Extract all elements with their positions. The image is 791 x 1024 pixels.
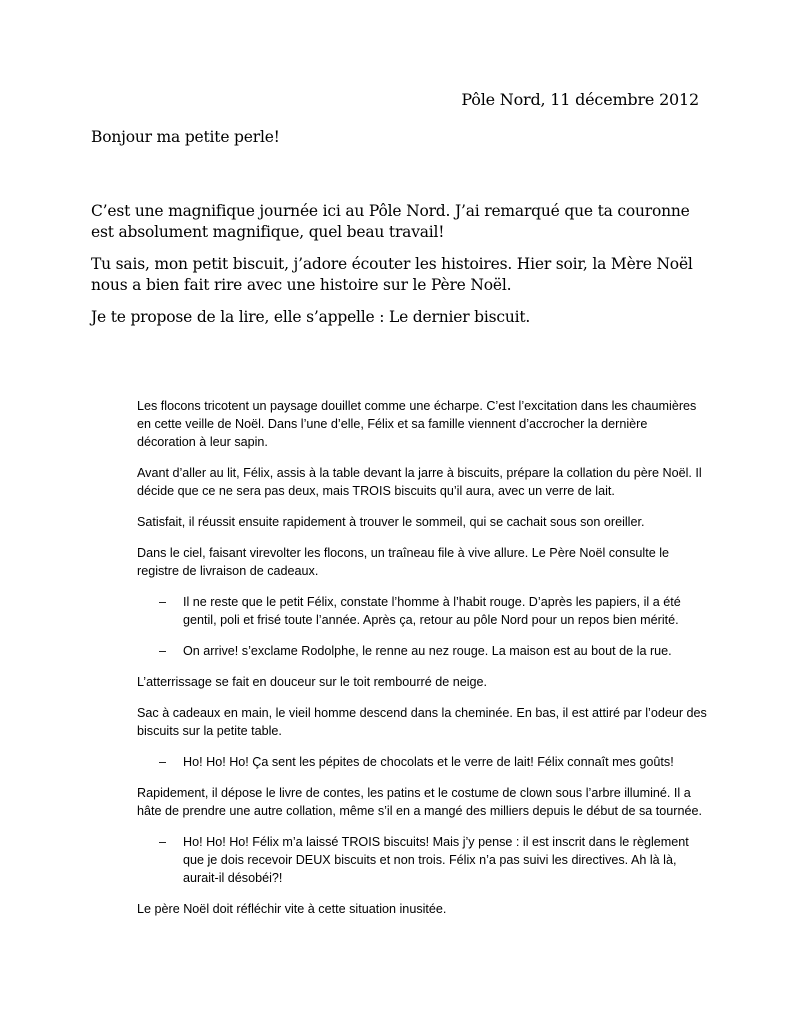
story-paragraph: Le père Noël doit réfléchir vite à cette situation inusitée.	[137, 902, 447, 916]
story-dialogue	[137, 833, 707, 887]
dialogue-dash: –	[159, 835, 167, 849]
dialogue-text: Il ne reste que le petit Félix, constate l’homme à l’habit rouge. D’après les papiers, il a été gentil, poli et frisé toute l’année. Après ça, retour au pôle Nord pour un repos bien mérité.	[183, 595, 681, 627]
story-paragraph: Les flocons tricotent un paysage douillet comme une écharpe. C’est l’excitation dans les chaumières en cette veille de Noël. Dans l’une d’elle, Félix et sa famille viennent d’accrocher la dernière décoration à leur sapin.	[137, 399, 697, 449]
dialogue-dash: –	[159, 595, 167, 609]
story-paragraph: Rapidement, il dépose le livre de contes, les patins et le costume de clown sous l’arbre illuminé. Il a hâte de prendre une autre collation, même s’il en a mangé des milliers depuis le début de sa tournée.	[137, 786, 702, 818]
story-paragraph: L’atterrissage se fait en douceur sur le toit rembourré de neige.	[137, 675, 488, 689]
story-paragraph: Satisfait, il réussit ensuite rapidement à trouver le sommeil, qui se cachait sous son oreiller.	[137, 515, 645, 529]
story-paragraph: Dans le ciel, faisant virevolter les flocons, un traîneau file à vive allure. Le Père Noël consulte le registre de livraison de cadeaux.	[137, 546, 670, 578]
dialogue-dash: –	[159, 755, 167, 769]
story-text	[137, 397, 707, 931]
dialogue-dash: –	[159, 644, 167, 658]
story-paragraph: Sac à cadeaux en main, le vieil homme descend dans la cheminée. En bas, il est attiré par l’odeur des biscuits sur la petite table.	[137, 706, 707, 738]
story-dialogue	[137, 753, 707, 771]
story-dialogue	[137, 642, 707, 660]
letter-paragraph: C’est une magnifique journée ici au Pôle Nord. J’ai remarqué que ta couronne est absolument magnifique, quel beau travail!	[91, 202, 690, 241]
dialogue-text: Ho! Ho! Ho! Félix m’a laissé TROIS biscuits! Mais j’y pense : il est inscrit dans le règlement que je dois recevoir DEUX biscuits et non trois. Félix n’a pas suivi les directives. Ah là là, aurait-il désobéi?!	[183, 835, 689, 885]
story-dialogue	[137, 593, 707, 629]
letter-date: Pôle Nord, 11 décembre 2012	[461, 90, 699, 109]
dialogue-text: Ho! Ho! Ho! Ça sent les pépites de chocolats et le verre de lait! Félix connaît mes goûts!	[183, 755, 674, 769]
letter-paragraph: Tu sais, mon petit biscuit, j’adore écouter les histoires. Hier soir, la Mère Noël nous a bien fait rire avec une histoire sur le Père Noël.	[91, 255, 693, 294]
letter-greeting: Bonjour ma petite perle!	[91, 128, 280, 146]
letter-paragraph: Je te propose de la lire, elle s’appelle : Le dernier biscuit.	[91, 308, 531, 326]
letter-body	[91, 201, 711, 339]
dialogue-text: On arrive! s’exclame Rodolphe, le renne au nez rouge. La maison est au bout de la rue.	[183, 644, 672, 658]
story-paragraph: Avant d’aller au lit, Félix, assis à la table devant la jarre à biscuits, prépare la collation du père Noël. Il décide que ce ne sera pas deux, mais TROIS biscuits qu’il aura, avec un verre de lait.	[137, 466, 702, 498]
